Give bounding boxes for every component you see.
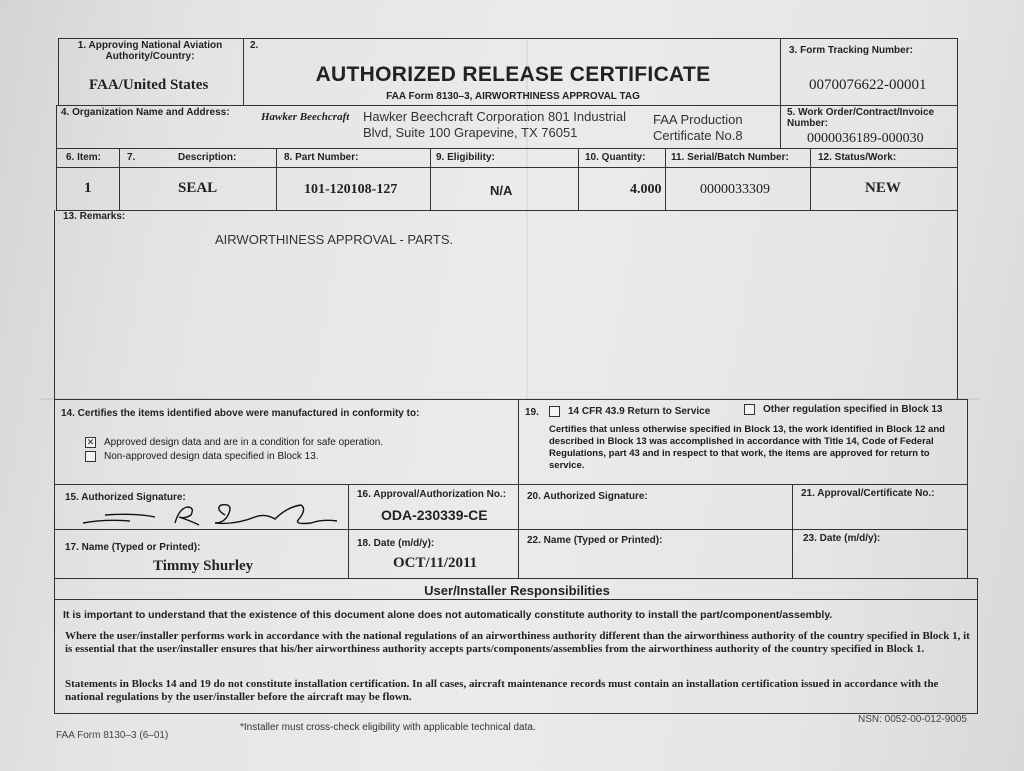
remarks-text: AIRWORTHINESS APPROVAL - PARTS. (215, 232, 454, 247)
approval-date: OCT/11/2011 (393, 555, 478, 571)
block-23 (792, 529, 968, 579)
part-number-value: 101-120108-127 (304, 182, 398, 197)
block-2-label: 2. (250, 40, 259, 51)
approving-authority: FAA/United States (89, 77, 209, 93)
description-header: Description: (178, 152, 237, 163)
serial-number-value: 0000033309 (700, 182, 770, 197)
block-4 (56, 105, 781, 149)
quantity-value: 4.000 (630, 182, 662, 197)
block-1 (58, 38, 244, 106)
block-17 (54, 529, 349, 579)
block-1-label: 1. Approving National Aviation Authority/Country: (77, 40, 223, 62)
block-20 (518, 484, 793, 530)
production-certificate-line1: FAA Production (653, 112, 743, 127)
item-header: 6. Item: (66, 152, 102, 163)
responsibilities-p1: It is important to understand that the existence of this document alone does not automatically constitute authority to install the part/component/assembly. (63, 609, 833, 621)
approved-design-checkbox[interactable]: ✕ (86, 436, 95, 447)
block-20-label: 20. Authorized Signature: (527, 491, 648, 502)
block-14-option-non-approved (85, 450, 319, 463)
form-subtitle: FAA Form 8130–3, AIRWORTHINESS APPROVAL TAG (386, 91, 640, 102)
col-sep (578, 148, 579, 211)
form-8130-3 (50, 38, 978, 741)
user-installer-responsibilities (54, 578, 978, 714)
quantity-header: 10. Quantity: (585, 152, 646, 163)
other-regulation-checkbox[interactable] (744, 404, 755, 415)
block-19-option-return-to-service (549, 406, 710, 417)
col-sep (665, 148, 666, 211)
form-number-footer: FAA Form 8130–3 (6–01) (56, 730, 169, 741)
non-approved-design-label: Non-approved design data specified in Block 13. (104, 451, 319, 462)
responsibilities-p2: Where the user/installer performs work in accordance with the national regulations of an airworthiness authority different than the airworthiness authority of the country specified in Block 1, it is essential that the user/installer ensures that his/her airworthiness authority accepts parts/components/assemblies from the airworthiness authority of the country specified in Block 1. (65, 630, 970, 655)
form-title: AUTHORIZED RELEASE CERTIFICATE (315, 63, 711, 86)
part-number-header: 8. Part Number: (284, 152, 359, 163)
organization-address-line2: Blvd, Suite 100 Grapevine, TX 76051 (363, 125, 578, 140)
block-22 (518, 529, 793, 579)
production-certificate-line2: Certificate No.8 (653, 128, 743, 143)
installer-note-footer: *Installer must cross-check eligibility with applicable technical data. (240, 722, 536, 733)
col-sep (810, 148, 811, 211)
block-14-option-approved (85, 436, 383, 449)
responsibilities-title-rule (55, 599, 977, 600)
block-16-label: 16. Approval/Authorization No.: (357, 489, 507, 500)
block-21 (792, 484, 968, 530)
col-sep (119, 148, 120, 211)
block-15-label: 15. Authorized Signature: (65, 492, 186, 503)
eligibility-value: N/A (490, 183, 513, 198)
block-21-label: 21. Approval/Certificate No.: (801, 488, 935, 499)
item-value: 1 (84, 180, 92, 196)
status-work-value: NEW (865, 180, 901, 196)
block-19 (518, 399, 968, 485)
block-19-option-other-regulation (744, 404, 943, 415)
block-19-label: 19. (525, 407, 539, 418)
remarks-label: 13. Remarks: (63, 211, 126, 222)
eligibility-header: 9. Eligibility: (436, 152, 495, 163)
block-2 (243, 38, 781, 106)
approved-design-label: Approved design data and are in a condition for safe operation. (104, 437, 384, 448)
block-16 (348, 484, 519, 530)
organization-address-line1: Hawker Beechcraft Corporation 801 Industrial (363, 109, 627, 124)
serial-number-header: 11. Serial/Batch Number: (671, 152, 789, 163)
return-to-service-checkbox[interactable] (549, 406, 560, 417)
block-19-certification-text: Certifies that unless otherwise specified in Block 13, the work identified in Block 12 and described in Block 13 was accomplished in accordance with Title 14, Code of Federal Regulations, part 43 and in respect to that work, the items are approved for return to service. (549, 424, 945, 471)
block-18 (348, 529, 519, 579)
nsn-footer: NSN: 0052-00-012-9005 (858, 714, 967, 725)
form-tracking-number: 0070076622-00001 (809, 77, 927, 93)
block-14-label: 14. Certifies the items identified above were manufactured in conformity to: (61, 408, 420, 419)
desc-number-header: 7. (127, 152, 136, 163)
hawker-beechcraft-logo: Hawker Beechcraft (261, 111, 350, 123)
signer-name: Timmy Shurley (153, 558, 254, 574)
approval-authorization-number: ODA-230339-CE (381, 507, 488, 523)
non-approved-design-checkbox[interactable] (85, 451, 96, 462)
block-3-label: 3. Form Tracking Number: (789, 45, 913, 56)
block-13-remarks (54, 210, 958, 400)
responsibilities-title: User/Installer Responsibilities (424, 583, 610, 598)
block-15 (54, 484, 349, 530)
work-order-number: 0000036189-000030 (807, 131, 924, 146)
responsibilities-p3: Statements in Blocks 14 and 19 do not constitute installation certification. In all cases, aircraft maintenance records must contain an installation certification issued in accordance with the national regulations by the user/installer before the aircraft may be flown. (65, 678, 939, 703)
block-3 (780, 38, 958, 106)
description-value: SEAL (178, 180, 218, 196)
other-regulation-label: Other regulation specified in Block 13 (763, 404, 943, 416)
block-14 (54, 399, 519, 485)
block-17-label: 17. Name (Typed or Printed): (65, 542, 201, 553)
return-to-service-label: 14 CFR 43.9 Return to Service (568, 406, 711, 418)
block-5 (780, 105, 958, 149)
block-23-label: 23. Date (m/d/y): (803, 533, 881, 544)
authorized-signature-drawing (75, 495, 345, 529)
block-4-label: 4. Organization Name and Address: (61, 107, 230, 118)
col-sep (276, 148, 277, 211)
block-18-label: 18. Date (m/d/y): (357, 538, 435, 549)
block-5-label: 5. Work Order/Contract/Invoice Number: (787, 107, 935, 129)
col-sep (430, 148, 431, 211)
block-22-label: 22. Name (Typed or Printed): (527, 535, 663, 546)
status-work-header: 12. Status/Work: (818, 152, 897, 163)
